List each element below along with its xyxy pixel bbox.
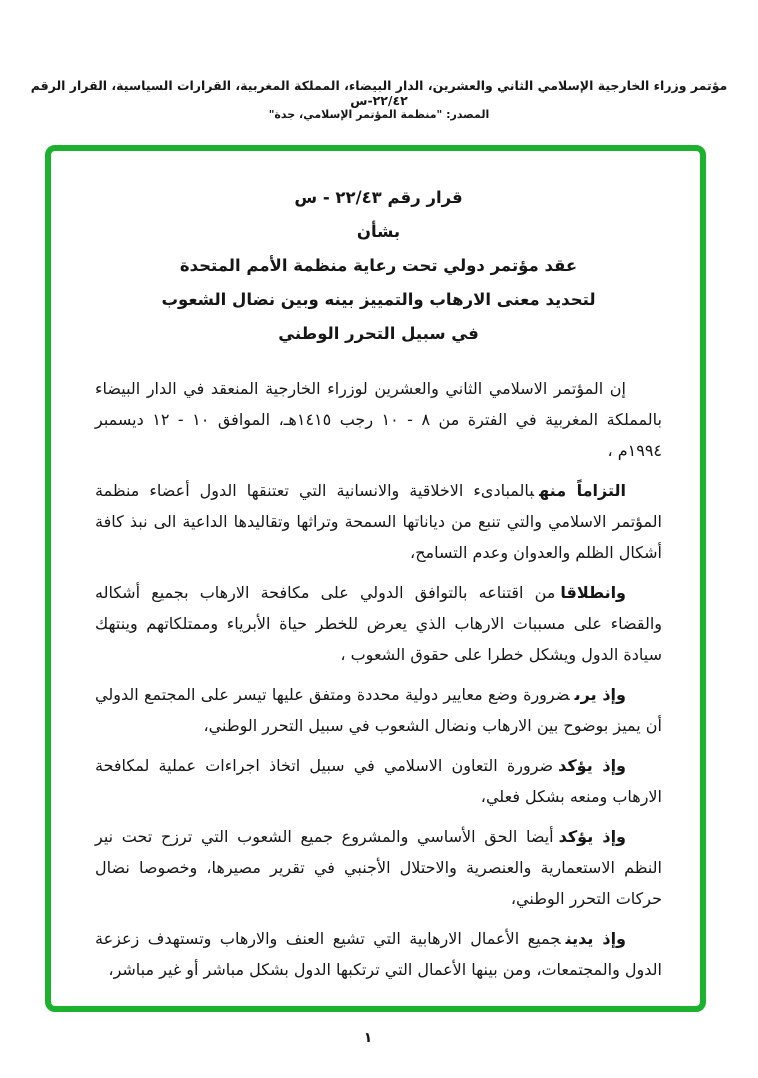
document-header-source: المصدر: "منظمة المؤتمر الإسلامي، جدة" xyxy=(268,108,490,121)
green-border-frame xyxy=(45,145,706,1012)
paragraph xyxy=(95,923,662,985)
paragraph-lead: وإذ يدين xyxy=(565,929,626,948)
paragraph-text: أيضا الحق الأساسي والمشروع جميع الشعوب التي ترزح تحت نير النظم الاستعمارية والعنصرية والاحتلال الأجنبي في تقرير مصيرها، وخصوصا نضال حركات التحرر الوطني، xyxy=(95,827,662,908)
resolution-title-line-2: لتحديد معنى الارهاب والتمييز بينه وبين نضال الشعوب xyxy=(161,290,596,309)
paragraph-lead: وإذ يؤكد xyxy=(558,827,627,846)
resolution-title-line-3: في سبيل التحرر الوطني xyxy=(278,324,479,343)
paragraph-lead: وإذ يرى xyxy=(574,685,626,704)
paragraph-lead: التزاماً منه xyxy=(539,481,627,500)
resolution-regarding-label: بشأن xyxy=(356,222,401,241)
paragraph-lead: وانطلاقا xyxy=(560,583,626,602)
document-header-citation: مؤتمر وزراء الخارجية الإسلامي الثاني والعشرين، الدار البيضاء، المملكة المغربية، القرارات السياسية، القرار الرقم ٢٢/٤٢-س xyxy=(30,78,728,108)
paragraph xyxy=(95,373,662,466)
paragraph-text: ضرورة التعاون الاسلامي في سبيل اتخاذ اجراءات عملية لمكافحة الارهاب ومنعه بشكل فعلي، xyxy=(95,756,662,806)
paragraph-text: ضرورة وضع معايير دولية محددة ومتفق عليها تيسر على المجتمع الدولي أن يميز بوضوح بين الارهاب ونضال الشعوب في سبيل التحرر الوطني، xyxy=(95,685,662,735)
paragraph-text: بالمبادىء الاخلاقية والانسانية التي تعتنقها الدول أعضاء منظمة المؤتمر الاسلامي والتي تنبع من دياناتها السمحة وتراثها وتقاليدها الداعية الى نبذ كافة أشكال الظلم والعدوان وعدم التسامح، xyxy=(95,481,662,562)
resolution-document-body xyxy=(51,151,700,985)
page-number: ١ xyxy=(363,1030,373,1046)
resolution-number-title: قرار رقم ٢٢/٤٣ - س xyxy=(294,188,463,207)
paragraph-text: جميع الأعمال الارهابية التي تشيع العنف والارهاب وتستهدف زعزعة الدول والمجتمعات، ومن بينها الأعمال التي ترتكبها الدول بشكل مباشر أو غير مباشر، xyxy=(95,929,662,979)
resolution-title-line-1: عقد مؤتمر دولي تحت رعاية منظمة الأمم المتحدة xyxy=(179,256,578,275)
paragraph xyxy=(95,821,662,914)
paragraph xyxy=(95,475,662,568)
resolution-title-block xyxy=(95,181,662,351)
paragraph-lead: وإذ يؤكد xyxy=(558,756,626,775)
paragraph xyxy=(95,577,662,670)
paragraph-text: إن المؤتمر الاسلامي الثاني والعشرين لوزراء الخارجية المنعقد في الدار البيضاء بالمملكة المغربية في الفترة من ٨ - ١٠ رجب ١٤١٥هـ، الموافق ١٠ - ١٢ ديسمبر ١٩٩٤م ، xyxy=(95,379,662,460)
paragraph-text: من اقتناعه بالتوافق الدولي على مكافحة الارهاب بجميع أشكاله والقضاء على مسببات الارهاب الذي يعرض للخطر حياة الأبرياء وممتلكاتهم وينتهك سيادة الدول ويشكل خطرا على حقوق الشعوب ، xyxy=(95,583,662,664)
paragraph xyxy=(95,679,662,741)
resolution-preamble xyxy=(95,373,662,985)
paragraph xyxy=(95,750,662,812)
